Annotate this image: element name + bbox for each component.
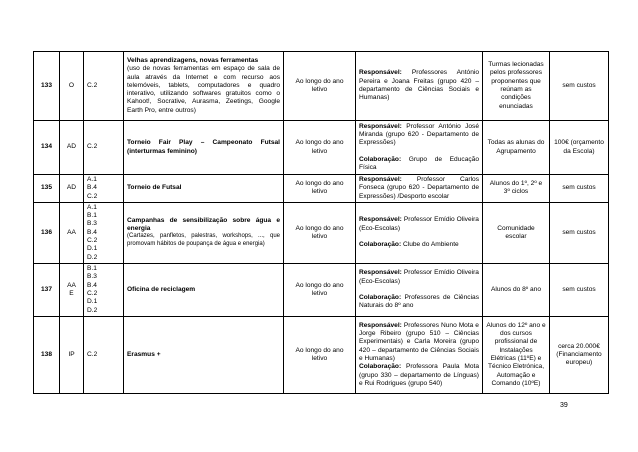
objective-code: B.4 [87,228,97,236]
activities-table [33,51,609,394]
activity-objectives [84,175,124,203]
activity-domain [60,52,84,121]
activity-title: Erasmus + [127,350,161,358]
domain-code: AD [66,143,77,151]
responsible-label: Responsável: [359,122,402,130]
activity-domain [60,121,84,175]
activity-responsible-cell [356,202,483,263]
objective-code: D.2 [87,306,98,314]
objective-code: B.3 [87,220,97,228]
activity-domain [60,316,84,393]
collaboration-label: Colaboração: [359,363,402,371]
activity-number: 135 [34,175,60,203]
domain-code: E [69,289,74,297]
activity-audience: Todas as alunas do Agrupamento [483,121,550,175]
activity-number: 133 [34,52,60,121]
objective-code: B.1 [87,212,97,220]
responsible-text: Professor António José Miranda (grupo 620 - Departamento de Expressões) [359,122,479,147]
activity-responsible-cell [356,263,483,316]
objective-code: D.1 [87,298,98,306]
activity-title-cell [124,121,284,175]
activity-audience: Alunos do 12º ano e dos cursos profissional de Instalações Elétricas (11ºE) e Técnico Eletrónica, Automação e Comando (10ºE) [483,316,550,393]
table-row [34,175,609,203]
activity-domain [60,202,84,263]
responsible-text: Professor Emídio Oliveira (Eco-Escolas) [359,216,479,232]
table-row [34,316,609,393]
responsible-text: Professor Carlos Fonseca (grupo 620 - Departamento de Expressões) /Desporto escolar [359,176,479,200]
collaboration-label: Colaboração: [359,241,402,249]
responsible-text: Professores Nuno Mota e Jorge Ribeiro (grupo 510 – Ciências Experimentais) e Carla Moreira (grupo 420 – departamento de Ciências Sociais e Humanas) [359,321,479,362]
activity-title-cell [124,52,284,121]
domain-code: AA [67,228,76,236]
table-row [34,263,609,316]
domain-code: IP [68,350,75,358]
activity-objectives [84,52,124,121]
activity-title-cell [124,175,284,203]
activity-title: Torneio de Futsal [127,184,182,192]
activity-timing: Ao longo do ano letivo [284,263,356,316]
table-row [34,202,609,263]
objective-code: B.4 [87,281,97,289]
activity-cost: 100€ (orçamento da Escola) [550,121,609,175]
activity-number: 136 [34,202,60,263]
responsible-label: Responsável: [359,69,402,77]
activity-number: 137 [34,263,60,316]
domain-code: AA [67,281,76,289]
activity-title-cell [124,202,284,263]
activity-responsible-cell [356,175,483,203]
activity-domain [60,175,84,203]
objective-code: A.1 [87,176,97,183]
domain-code: O [68,81,75,89]
activity-description: (uso de novas ferramentas em espaço de sala de aula através da Internet e com recurso aos telemóveis, tablets, computadores e quadro interativo, utilizando softwares gratuitos como o Kahoot!, Socrative, Aurasma, Zeetings, Google Earth Pro, entre outros) [127,65,280,114]
activity-objectives [84,263,124,316]
activity-timing: Ao longo do ano letivo [284,202,356,263]
activity-responsible-cell [356,316,483,393]
objective-code: C.2 [87,350,98,358]
objective-code: C.2 [87,237,98,245]
page-number: 39 [560,402,568,409]
domain-code: AD [66,184,77,192]
activity-audience: Alunos do 8º ano [483,263,550,316]
objective-code: C.2 [87,289,98,297]
activity-title: Velhas aprendizagens, novas ferramentas [127,56,259,64]
activity-timing: Ao longo do ano letivo [284,52,356,121]
activity-description: (Cartazes, panfletos, palestras, workshops, ..., que promovam hábitos de poupança de água e energia) [127,233,280,248]
objective-code: C.2 [87,192,98,200]
collaboration-label: Colaboração: [359,293,402,301]
activity-responsible-cell [356,121,483,175]
activity-objectives [84,316,124,393]
activity-title: Campanhas de sensibilização sobre água e energia [127,216,280,233]
activity-cost: sem custos [550,52,609,121]
collaboration-text: Clube do Ambiente [402,241,459,249]
activity-cost: sem custos [550,202,609,263]
collaboration-text: Professores de Ciências Naturais do 8º ano [359,293,479,310]
activity-title-cell [124,263,284,316]
responsible-label: Responsável: [359,176,402,183]
activity-responsible-cell [356,52,483,121]
activity-cost: cerca 20.000€ (Financiamento europeu) [550,316,609,393]
responsible-label: Responsável: [359,216,402,224]
objective-code: A.1 [87,203,97,211]
objective-code: B.4 [87,184,97,192]
activity-timing: Ao longo do ano letivo [284,175,356,203]
activity-objectives [84,121,124,175]
objective-code: D.1 [87,245,98,253]
collaboration-text: Grupo de Educação Física [359,155,479,171]
activity-timing: Ao longo do ano letivo [284,316,356,393]
table-row [34,121,609,175]
activity-timing: Ao longo do ano letivo [284,121,356,175]
responsible-text: Professor Emídio Oliveira (Eco-Escolas) [359,269,479,285]
objective-code: B.1 [87,265,97,273]
responsible-label: Responsável: [359,269,402,277]
activity-cost: sem custos [550,263,609,316]
responsible-label: Responsável: [359,321,402,329]
collaboration-text: Professora Paula Mota (grupo 330 – departamento de Línguas) e Rui Rodrigues (grupo 540) [359,363,479,387]
responsible-text: Professores António Pereira e Joana Freitas (grupo 420 – departamento de Ciências Sociais e Humanas) [359,69,479,102]
activity-cost: sem custos [550,175,609,203]
activity-number: 134 [34,121,60,175]
activity-audience: Alunos do 1º, 2º e 3º ciclos [483,175,550,203]
activity-title: Torneio Fair Play – Campeonato Futsal (interturmas feminino) [127,139,280,155]
activity-number: 138 [34,316,60,393]
objective-code: C.2 [87,81,98,89]
activity-title: Oficina de reciclagem [127,285,196,293]
table-row [34,52,609,121]
activity-title-cell [124,316,284,393]
objective-code: C.2 [87,143,98,151]
activity-objectives [84,202,124,263]
objective-code: D.2 [87,253,98,261]
activity-audience: Turmas lecionadas pelos professores proponentes que reúnam as condições enunciadas [483,52,550,121]
collaboration-label: Colaboração: [359,155,402,163]
objective-code: B.3 [87,273,97,281]
activity-domain [60,263,84,316]
activity-audience: Comunidade escolar [483,202,550,263]
